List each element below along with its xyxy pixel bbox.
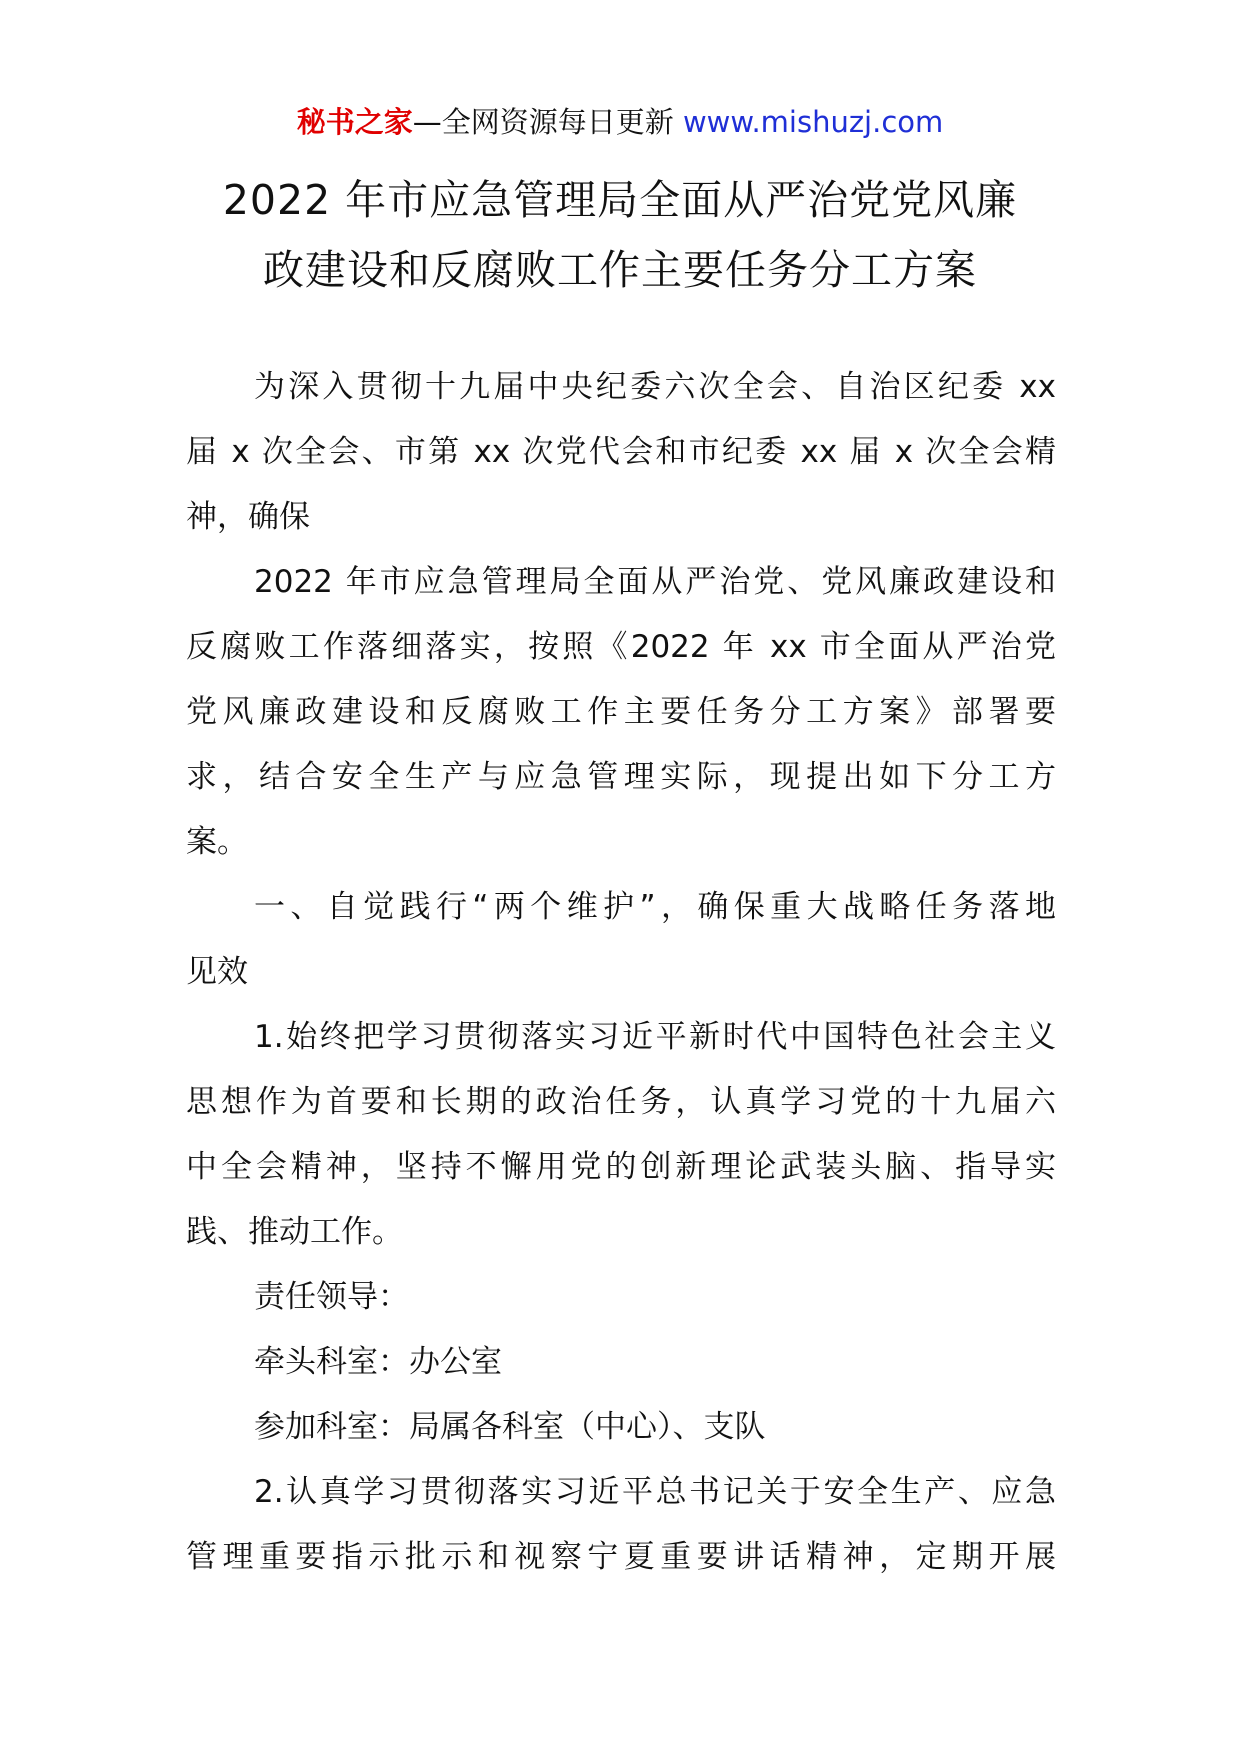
- body-line: 管理重要指示批示和视察宁夏重要讲话精神，定期开展: [186, 1539, 1056, 1575]
- body-line: 2.认真学习贯彻落实习近平总书记关于安全生产、应急: [254, 1474, 1056, 1510]
- body-line: 案。: [186, 824, 248, 860]
- participating-departments-line: 参加科室：局属各科室（中心）、支队: [254, 1409, 766, 1445]
- section-heading-line: 见效: [186, 954, 248, 990]
- responsible-leader-line: 责任领导：: [254, 1279, 409, 1315]
- body-line: 党风廉政建设和反腐败工作主要任务分工方案》部署要: [186, 694, 1056, 730]
- body-line: 求，结合安全生产与应急管理实际，现提出如下分工方: [186, 759, 1056, 795]
- site-header: [0, 102, 1240, 142]
- body-line: 思想作为首要和长期的政治任务，认真学习党的十九届六: [186, 1084, 1056, 1120]
- section-heading-line: 一、自觉践行“两个维护”，确保重大战略任务落地: [254, 889, 1056, 925]
- site-url[interactable]: www.mishuzj.com: [682, 105, 944, 139]
- title-line-1: 2022 年市应急管理局全面从严治党党风廉: [222, 176, 1018, 224]
- body-line: 2022 年市应急管理局全面从严治党、党风廉政建设和: [254, 564, 1056, 600]
- lead-department-line: 牵头科室：办公室: [254, 1344, 502, 1380]
- body-line: 反腐败工作落细落实，按照《2022 年 xx 市全面从严治党: [186, 629, 1056, 665]
- site-name: 秘书之家: [296, 105, 413, 139]
- title-line-2: 政建设和反腐败工作主要任务分工方案: [263, 246, 977, 294]
- body-line: 1.始终把学习贯彻落实习近平新时代中国特色社会主义: [254, 1019, 1056, 1055]
- body-line: 届 x 次全会、市第 xx 次党代会和市纪委 xx 届 x 次全会精: [186, 434, 1056, 470]
- site-tagline: —全网资源每日更新: [412, 105, 683, 139]
- document-title: [150, 165, 1090, 305]
- body-line: 神，确保: [186, 499, 310, 535]
- document-body: [186, 355, 1056, 1590]
- body-line: 为深入贯彻十九届中央纪委六次全会、自治区纪委 xx: [254, 369, 1056, 405]
- body-line: 践、推动工作。: [186, 1214, 403, 1250]
- body-line: 中全会精神，坚持不懈用党的创新理论武装头脑、指导实: [186, 1149, 1056, 1185]
